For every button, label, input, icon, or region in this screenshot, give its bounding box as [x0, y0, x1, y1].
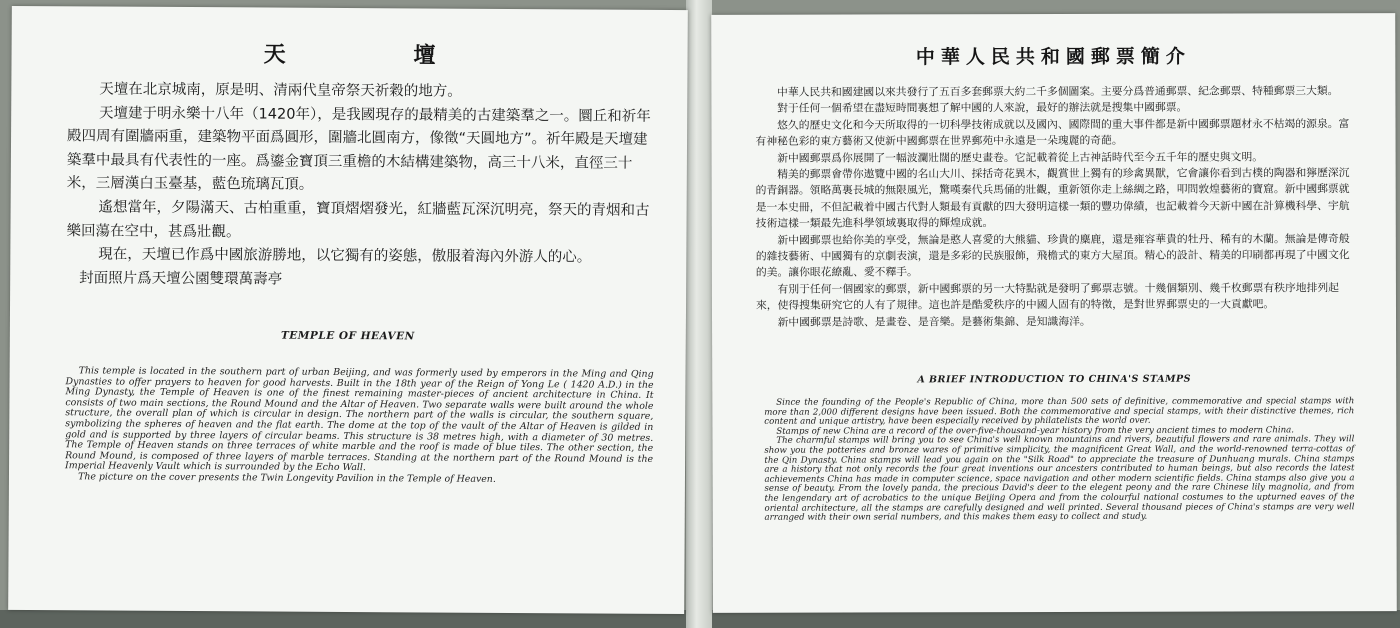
left-cn-paragraph: 天壇建于明永樂十八年（1420年），是我國現存的最精美的古建築羣之一。圜丘和祈年殿四周有圍牆兩重，建築物平面爲圓形，圍牆北圓南方，像徵“天圓地方”。祈年殿是天壇建築羣中最具有代表性的一座。爲鎏金寶頂三重檐的木結構建築物，高三十八米，直徑三十米，三層漢白玉臺基，藍色琉璃瓦頂。 — [66, 105, 651, 194]
right-en-paragraph: Since the founding of the People's Republic of China, more than 500 sets of definitive, commemorative and special stamps with more than 2,000 different designs have been issued. Both the commemorative and special stamps, with their distinctive themes, rich content and unique artistry, have been especially received by philatelists the world over. — [764, 396, 1355, 427]
right-cn-text — [755, 83, 1360, 331]
right-en-paragraph: The charmful stamps will bring you to see China's well known mountains and rivers, beautiful flowers and rare animals. They will show you the potteries and bronze wares of primitive simplicity, the magnificent Great Wall, and the world-renowned terra-cottas of the Qin Dynasty. China stamps will lead you again on the "Silk Road" to appreciate the treasure of Dunhuang murals. China stamps are a history that not only records the four great inventions our ancesters contributed to human beings, but also records the latest achievements China has made in computer science, space navigation and other modern scientific fields. China stamps also give you a sense of beauty. From the lovely panda, the precious David's deer to the elegent peony and the rare Chinese lily magnolia, and from the lengendary art of acrobatics to the unique Beijing Opera and from the colourful national costumes to the upturned eaves of the oriental architecture, all the stamps are carefully designed and well printed. Several thousand pieces of China's stamps are very well arranged with their own serial numbers, and this makes them easy to collect and study. — [764, 434, 1355, 523]
right-en-text — [764, 397, 1354, 523]
right-cn-paragraph: 精美的郵票會帶你遨覽中國的名山大川、採括奇花異木，觀賞世上獨有的珍禽異獸，它會讓你看到古樸的陶器和獰歷深沉的青銅器。領略萬裏長城的無限風光，驚嘆秦代兵馬俑的壯觀，重新領你走上絲綢之路，叩問敦煌藝術的寶窟。新中國郵票就是一本史冊，不但記載着中國古代對人類最有貢獻的四大發明這樣一類的豐功偉績，也記載着今天新中國在計算機科學、宇航技術這樣一類最先進科學領域裏取得的輝煌成就。 — [755, 166, 1350, 231]
right-cn-title: 中華人民共和國郵票簡介 — [915, 45, 1191, 69]
right-cn-paragraph: 中華人民共和國建國以來共發行了五百多套郵票大約二千多個圖案。主要分爲普通郵票、紀念郵票、特種郵票三大類。 — [776, 84, 1339, 99]
right-page — [711, 13, 1397, 613]
right-en-paragraph: Stamps of new China are a record of the over-five-thousand-year history from the very ancient times to modern China. — [776, 425, 1295, 437]
left-cn-cover-caption: 封面照片爲天壇公園雙環萬壽亭 — [79, 270, 283, 288]
left-cn-title: 天 壇 — [263, 42, 496, 69]
left-en-heading: TEMPLE OF HEAVEN — [280, 329, 415, 343]
left-cn-paragraph: 天壇在北京城南，原是明、清兩代皇帝祭天祈穀的地方。 — [99, 81, 462, 100]
left-en-paragraph: This temple is located in the southern part of urban Beijing, and was formerly used by emperors in the Ming and Qing Dynasties to offer prayers to heaven for good harvests. Built in the 18th year of the Reign of Yong Le ( 1420 A.D.) in the Ming Dynasty, the Temple of Heaven is one of the finest remaining master-pieces of ancient architecture in China. It consists of two main sections, the Round Mound and the Altar of Heaven. Two separate walls were built around the whole structure, the overall plan of which is circular in design. The northern part of the walls is circular, the southern square, symbolizing the spheres of heaven and the flat earth. The dome at the top of the vault of the Altar of Heaven is gilded in gold and is supported by three layers of circular beams. This structure is 38 metres high, with a diameter of 30 metres. The Temple of Heaven stands on three terraces of white marble and the roof is made of blue tiles. The other section, the Round Mound, is composed of three layers of marble terraces. Standing at the northern part of the Round Mound is the Imperial Heavenly Vault which is surrounded by the Echo Wall. — [65, 365, 654, 474]
left-cn-paragraph: 現在，天壇已作爲中國旅游勝地，以它獨有的姿態，傲服着海內外游人的心。 — [98, 246, 592, 266]
left-cn-text — [66, 78, 657, 294]
right-cn-paragraph: 新中國郵票是詩歌、是畫卷、是音樂。是藝術集錦、是知識海洋。 — [777, 314, 1091, 329]
right-cn-paragraph: 新中國郵票也給你美的享受，無論是憨人喜愛的大熊貓、珍貴的麋鹿，還是雍容華貴的牡丹、稀有的木蘭。無論是傳奇般的雜技藝術、中國獨有的京劇表演，還是多彩的民族服飾，飛檐式的東方大屋頂。精心的設計、精美的印刷都再現了中國文化的美。讓你眼花繚亂、愛不釋手。 — [755, 231, 1350, 280]
right-en-heading: A BRIEF INTRODUCTION TO CHINA'S STAMPS — [917, 373, 1192, 386]
left-en-cover-caption: The picture on the cover presents the Twin Longevity Pavilion in the Temple of Heaven. — [78, 471, 496, 485]
left-page — [8, 6, 688, 614]
booklet-spine — [686, 0, 712, 628]
right-cn-paragraph: 有別于任何一個國家的郵票，新中國郵票的另一大特點就是發明了郵票志號。十幾個類別、幾千枚郵票有秩序地排列起來，使得搜集研究它的人有了規律。這也許是酷愛秩序的中國人固有的特徵，是對世界郵票史的一大貢獻吧。 — [755, 281, 1339, 313]
right-cn-paragraph: 對于任何一個希望在盡短時間裏想了解中國的人來說，最好的辦法就是搜集中國郵票。 — [777, 101, 1188, 116]
left-en-text — [65, 366, 654, 486]
left-cn-paragraph: 遙想當年，夕陽滿天、古柏重重，寶頂熠熠發光，紅牆藍瓦深沉明亮，祭天的青烟和古樂回蕩在空中，甚爲壯觀。 — [66, 199, 650, 240]
right-cn-paragraph: 新中國郵票爲你展開了一幅波瀾壯闊的歷史畫卷。它記載着從上古神話時代至今五千年的歷史與文明。 — [777, 150, 1264, 165]
right-cn-paragraph: 悠久的歷史文化和今天所取得的一切科學技術成就以及國內、國際間的重大事件都是新中國郵票題材永不枯竭的源泉。富有神秘色彩的東方藝術又使新中國郵票在世界郵苑中永遠是一朵瑰麗的奇葩。 — [755, 117, 1350, 148]
